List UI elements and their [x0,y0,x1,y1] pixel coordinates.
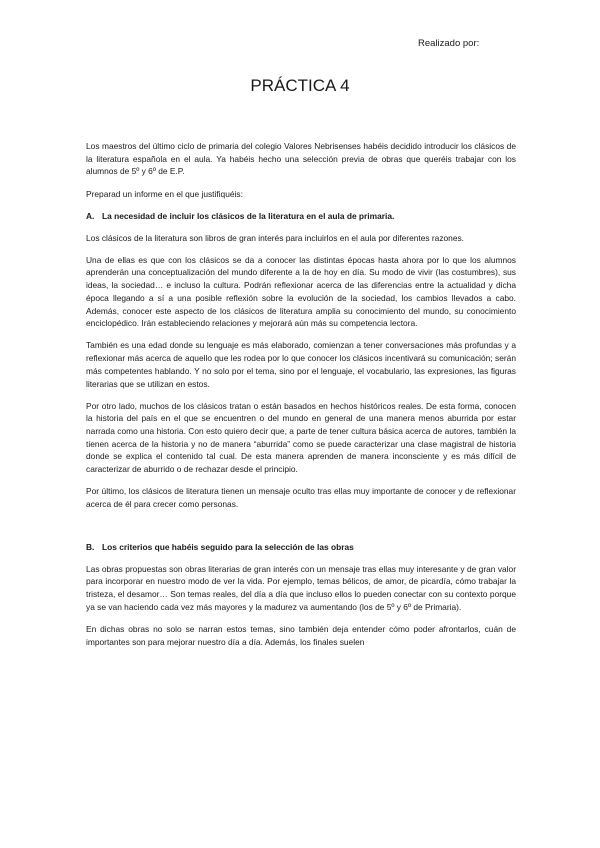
section-letter: A. [86,210,95,221]
body-paragraph: Por último, los clásicos de literatura tienen un mensaje oculto tras ellas muy importante de conocer y de reflexionar acerca de él para crecer como personas. [86,486,516,509]
section-a-heading [86,210,516,223]
author-label: Realizado por: [418,38,480,49]
intro-paragraph: Preparad un informe en el que justifiquéis: [86,188,243,199]
body-paragraph: En dichas obras no solo se narran estos temas, sino también deja entender cómo poder afrontarlos, cuán de importantes son para mejorar nuestro día a día. Además, los finales suelen [86,623,516,647]
document-body [86,140,516,658]
body-paragraph: Los clásicos de la literatura son libros de gran interés para incluirlos en el aula por diferentes razones. [86,232,465,243]
body-paragraph: Por otro lado, muchos de los clásicos tratan o están basados en hechos históricos reales. De esta forma, conocen la historia del país en el que se encuentren o del mundo en general de una manera menos aburrida por estar narrada como una historia. Con esto quiero decir que, a parte de tener cultura básica acerca de autores, también la tienen acerca de la historia y no de manera “aburrida” como se puede caracterizar una clase magistral de historia donde se explica el contenido tal cual. De esta manera aprenden de manera inconsciente y es más difícil de caracterizar de aburrido o de rechazar desde el principio. [86,400,516,475]
body-paragraph: Una de ellas es que con los clásicos se da a conocer las distintas épocas hasta ahora por lo que los alumnos aprenderán una conceptualización del mundo diferente a la de hoy en día. Su modo de vivir (las costumbres), sus ideas, la sociedad… e incluso la cultura. Podrán reflexionar acerca de las diferencias entre la actualidad y dicha época llegando a sí a una posible reflexión sobre la evolución de la sociedad, los cambios llevados a cabo. Además, conocer este aspecto de los clásicos de literatura amplia su conocimiento del mundo, su conocimiento enciclopédico. Irán estableciendo relaciones y mejorará aún más su competencia lectora. [86,254,516,329]
section-heading-text: Los criterios que habéis seguido para la selección de las obras [102,541,354,552]
intro-paragraph: Los maestros del último ciclo de primaria del colegio Valores Nebrisenses habéis decidido introducir los clásicos de la literatura española en el aula. Ya habéis hecho una selección previa de obras que queréis trabajar con los alumnos de 5º y 6º de E.P. [86,141,516,177]
section-b-heading [86,541,516,554]
body-paragraph: También es una edad donde su lenguaje es más elaborado, comienzan a tener conversaciones más profundas y a reflexionar más acerca de aquello que les rodea por lo que conocer los clásicos incentivará su comunicación; serán más competentes hablando. Y no solo por el tema, sino por el lenguaje, el vocabulario, las expresiones, las figuras literarias que se utilizan en estos. [86,340,516,389]
body-paragraph: Las obras propuestas son obras literarias de gran interés con un mensaje tras ellas muy interesante y de gran valor para incorporar en nuestro modo de ver la vida. Por ejemplo, temas bélicos, de amor, de picardía, cómo trabajar la tristeza, el desamor… Son temas reales, del día a día que incluso ellos lo pueden conectar con su contexto porque ya se van haciendo cada vez más mayores y la madurez va aumentando (los de 5º y 6º de Primaria). [86,563,516,612]
page-title: PRÁCTICA 4 [250,76,350,95]
section-heading-text: La necesidad de incluir los clásicos de la literatura en el aula de primaria. [102,210,395,221]
section-letter: B. [86,541,95,552]
